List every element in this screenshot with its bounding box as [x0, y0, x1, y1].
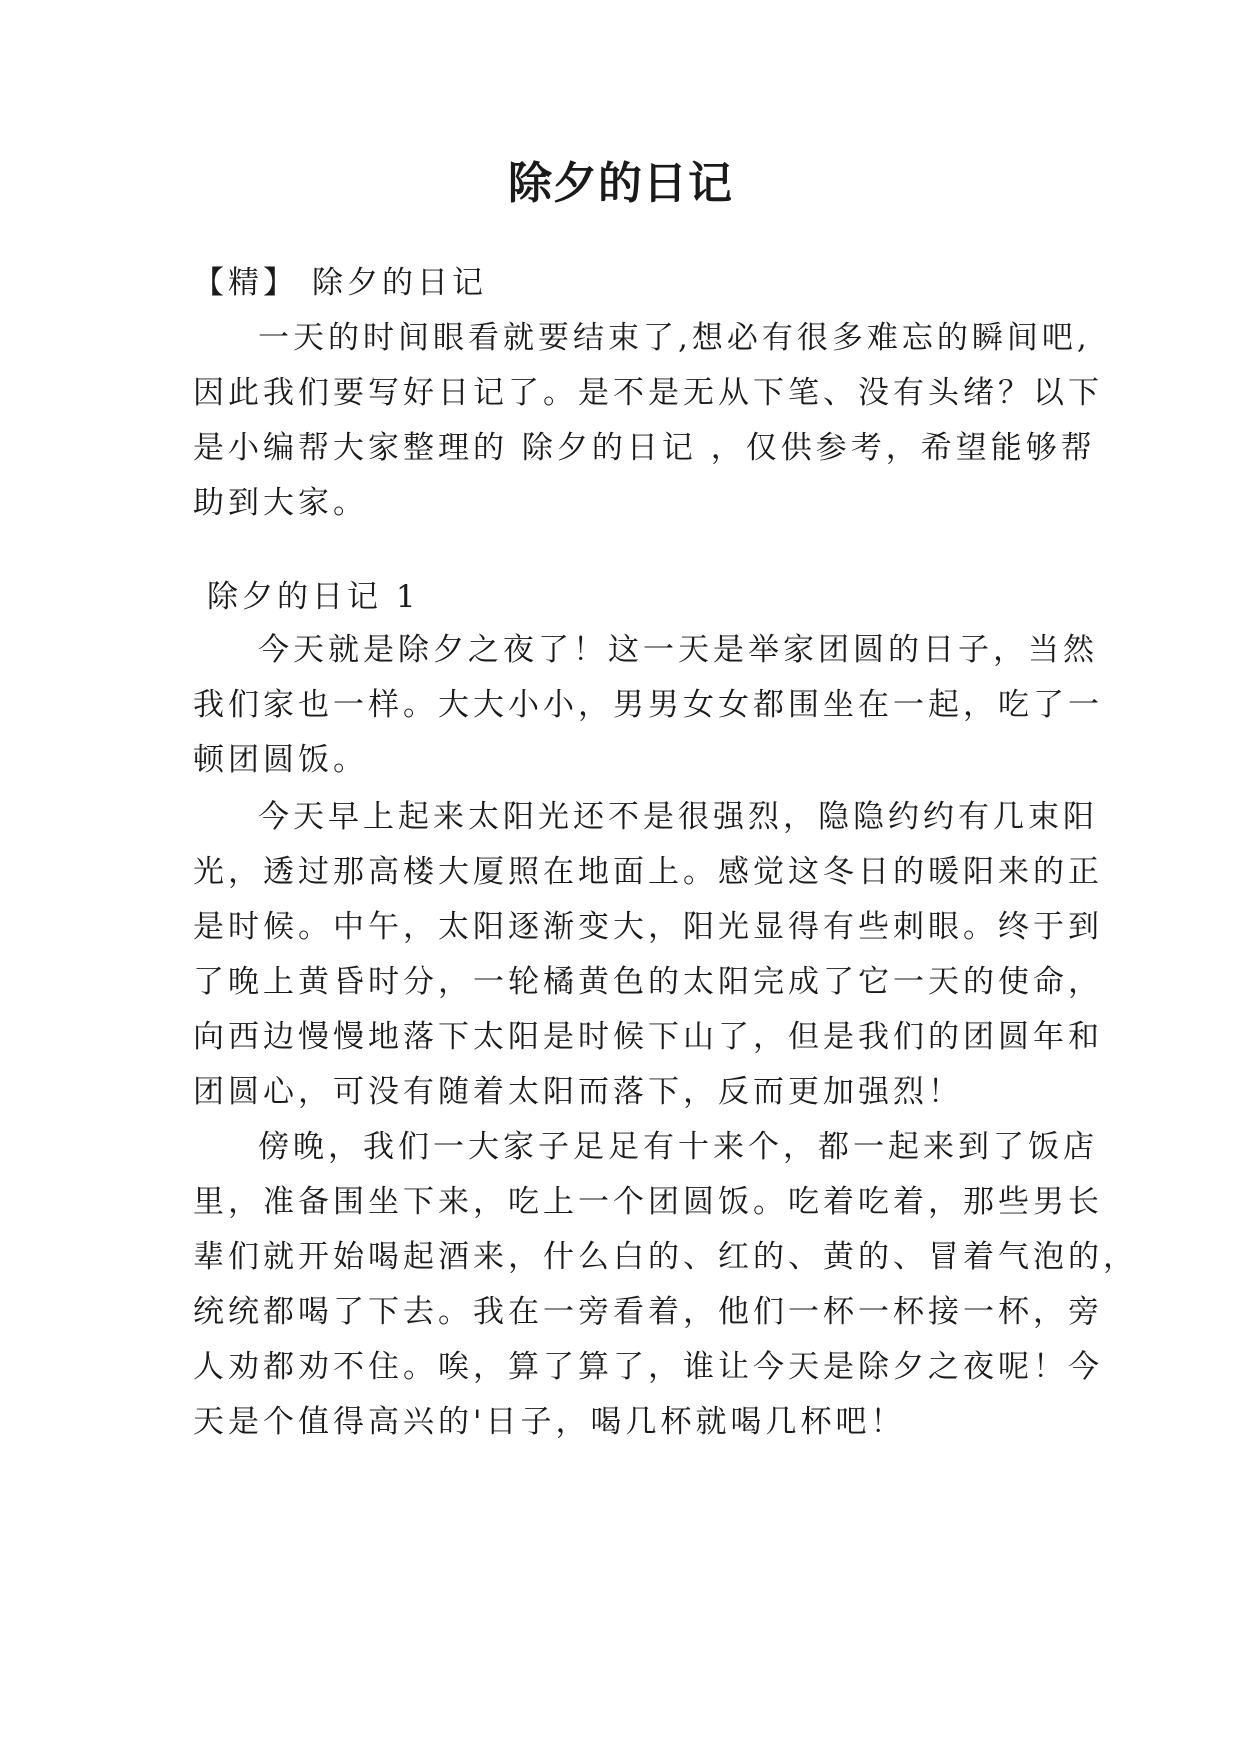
- paragraph-line: 因此我们要写好日记了。是不是无从下笔、没有头绪？以下: [193, 375, 1103, 411]
- paragraph-line: 向西边慢慢地落下太阳是时候下山了，但是我们的团圆年和: [193, 1019, 1103, 1055]
- paragraph-line: 人劝都劝不住。唉，算了算了，谁让今天是除夕之夜呢！今: [193, 1349, 1103, 1385]
- header-block: [193, 256, 1063, 311]
- paragraph-line: 顿团圆饭。: [193, 742, 368, 778]
- paragraph-line: 傍晚，我们一大家子足足有十来个，都一起来到了饭店: [258, 1129, 1098, 1165]
- paragraph-line: 我们家也一样。大大小小，男男女女都围坐在一起，吃了一: [193, 687, 1103, 723]
- section-heading-block: [193, 570, 1063, 625]
- header-subtitle: 除夕的日记: [312, 265, 487, 301]
- section-heading: 除夕的日记 1: [207, 579, 420, 615]
- document-title: 除夕的日记: [508, 158, 733, 209]
- paragraph-line: 天是个值得高兴的'日子，喝几杯就喝几杯吧！: [193, 1404, 906, 1440]
- paragraph-2: [193, 790, 1103, 1120]
- paragraph-line: 是时候。中午，太阳逐渐变大，阳光显得有些刺眼。终于到: [193, 909, 1103, 945]
- paragraph-line: 今天早上起来太阳光还不是很强烈，隐隐约约有几束阳: [258, 799, 1098, 835]
- intro-paragraph: [193, 311, 1103, 531]
- paragraph-3: [193, 1120, 1138, 1450]
- paragraph-line: 里，准备围坐下来，吃上一个团圆饭。吃着吃着，那些男长: [193, 1184, 1103, 1220]
- paragraph-line: 是小编帮大家整理的 除夕的日记 ，仅供参考，希望能够帮: [193, 430, 1096, 466]
- paragraph-line: 一天的时间眼看就要结束了,想必有很多难忘的瞬间吧,: [258, 320, 1091, 356]
- paragraph-line: 统统都喝了下去。我在一旁看着，他们一杯一杯接一杯，旁: [193, 1294, 1103, 1330]
- paragraph-line: 团圆心，可没有随着太阳而落下，反而更加强烈！: [193, 1074, 963, 1110]
- paragraph-1: [193, 623, 1103, 788]
- paragraph-line: 助到大家。: [193, 485, 368, 521]
- paragraph-line: 了晚上黄昏时分，一轮橘黄色的太阳完成了它一天的使命，: [193, 964, 1103, 1000]
- paragraph-line: 今天就是除夕之夜了！这一天是举家团圆的日子，当然: [258, 632, 1098, 668]
- paragraph-line: 光，透过那高楼大厦照在地面上。感觉这冬日的暖阳来的正: [193, 854, 1103, 890]
- paragraph-line: 辈们就开始喝起酒来，什么白的、红的、黄的、冒着气泡的，: [193, 1239, 1138, 1275]
- header-tag: 【精】: [193, 265, 298, 301]
- header-line: [193, 256, 1063, 311]
